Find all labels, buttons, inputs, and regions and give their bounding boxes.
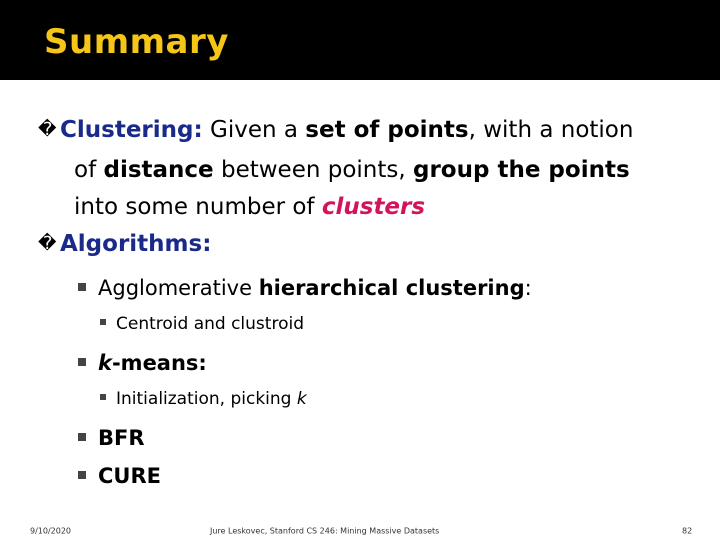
footer-center: Jure Leskovec, Stanford CS 246: Mining Massive Datasets [210,526,440,536]
square-bullet-icon [100,394,106,400]
list-item-bfr [78,423,145,453]
text: , with a notion [468,117,634,143]
square-bullet-icon [78,358,86,366]
bullet-glyph: � [38,119,57,140]
text: into some number of [74,194,322,220]
set-of-points: set of points [305,117,469,143]
k-italic: k [296,389,307,409]
list-item-kmeans [78,348,207,378]
text: -means: [111,351,207,375]
clustering-line-2 [74,153,630,187]
text: Given a [202,117,306,143]
algorithms-label: Algorithms: [60,231,212,257]
algorithms-heading [38,227,211,261]
list-item-initialization [100,386,307,412]
text: BFR [98,426,145,450]
text: CURE [98,464,161,488]
footer-page-number: 82 [682,526,693,536]
slide-title: Summary [44,22,229,62]
list-item-centroid [100,311,304,337]
square-bullet-icon [78,433,86,441]
square-bullet-icon [100,319,106,325]
k-italic: k [98,351,112,375]
clustering-term: Clustering: [60,117,203,143]
square-bullet-icon [78,283,86,291]
footer-date: 9/10/2020 [30,526,72,536]
text: Initialization, picking [116,389,297,409]
group-the-points: group the points [413,157,630,183]
clusters: clusters [321,194,426,220]
list-item-cure [78,461,161,491]
text: Agglomerative [98,276,259,300]
text: Centroid and clustroid [116,314,304,334]
hierarchical-clustering: hierarchical clustering [258,276,525,300]
text: : [524,276,532,300]
distance: distance [103,157,214,183]
text: of [74,157,104,183]
clustering-line-1 [38,113,633,147]
text: between points, [213,157,413,183]
bullet-glyph: � [38,233,57,254]
list-item-agglomerative [78,273,532,303]
square-bullet-icon [78,471,86,479]
clustering-line-3 [74,190,425,224]
